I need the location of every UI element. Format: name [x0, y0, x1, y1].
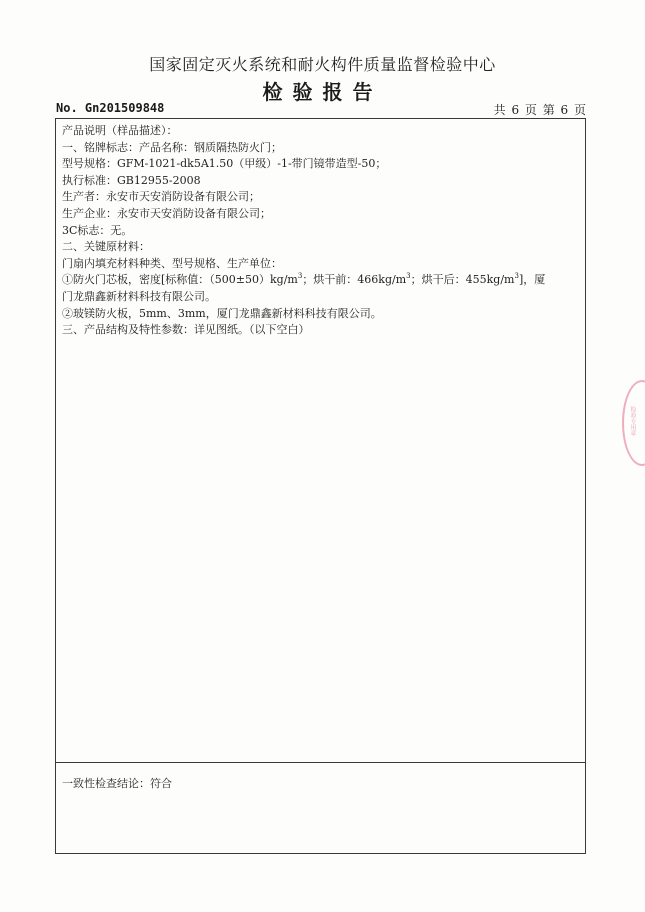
conformity-conclusion: 一致性检查结论：符合	[62, 777, 172, 790]
seal-text: 检验专用章	[629, 406, 636, 436]
report-title: 检验报告	[262, 80, 383, 104]
ccc-mark-line: 3C标志：无。	[62, 223, 133, 237]
structure-line: 三、产品结构及特性参数：详见图纸。（以下空白）	[62, 323, 310, 337]
core-board-line: ①防火门芯板，密度[标称值：$(500\pm 50)kg/m^3$；烘干前：$466kg/m^3$；烘干后：$455kg/m^3$]，厦	[62, 272, 546, 287]
model-spec-line: 型号规格：GFM-1021-dk5A1.50（甲级）-1-带门镜带造型-50；	[62, 157, 387, 171]
fireproof-board-line: ②玻镁防火板，5mm、3mm，厦门龙鼎鑫新材料科技有限公司。	[62, 306, 382, 320]
standard-line: 执行标准：GB12955-2008	[62, 173, 201, 187]
seal-stamp	[622, 380, 645, 466]
section-heading: 产品说明（样品描述）：	[62, 124, 178, 137]
materials-heading: 二、关键原材料：	[62, 240, 150, 254]
core-board-supplier-line: 门龙鼎鑫新材料科技有限公司。	[62, 289, 216, 303]
conclusion-divider	[55, 762, 586, 763]
organization-name: 国家固定灭火系统和耐火构件质量监督检验中心	[149, 55, 496, 74]
report-number: No. Gn201509848	[56, 101, 165, 115]
page-count: 共 6 页 第 6 页	[493, 103, 587, 117]
producer-line: 生产者：永安市天安消防设备有限公司；	[62, 190, 260, 204]
nameplate-line: 一、铭牌标志：产品名称：钢质隔热防火门；	[62, 140, 282, 154]
manufacturer-line: 生产企业：永安市天安消防设备有限公司；	[62, 206, 271, 220]
filler-materials-line: 门扇内填充材料种类、型号规格、生产单位：	[62, 256, 282, 270]
product-description	[62, 123, 582, 339]
